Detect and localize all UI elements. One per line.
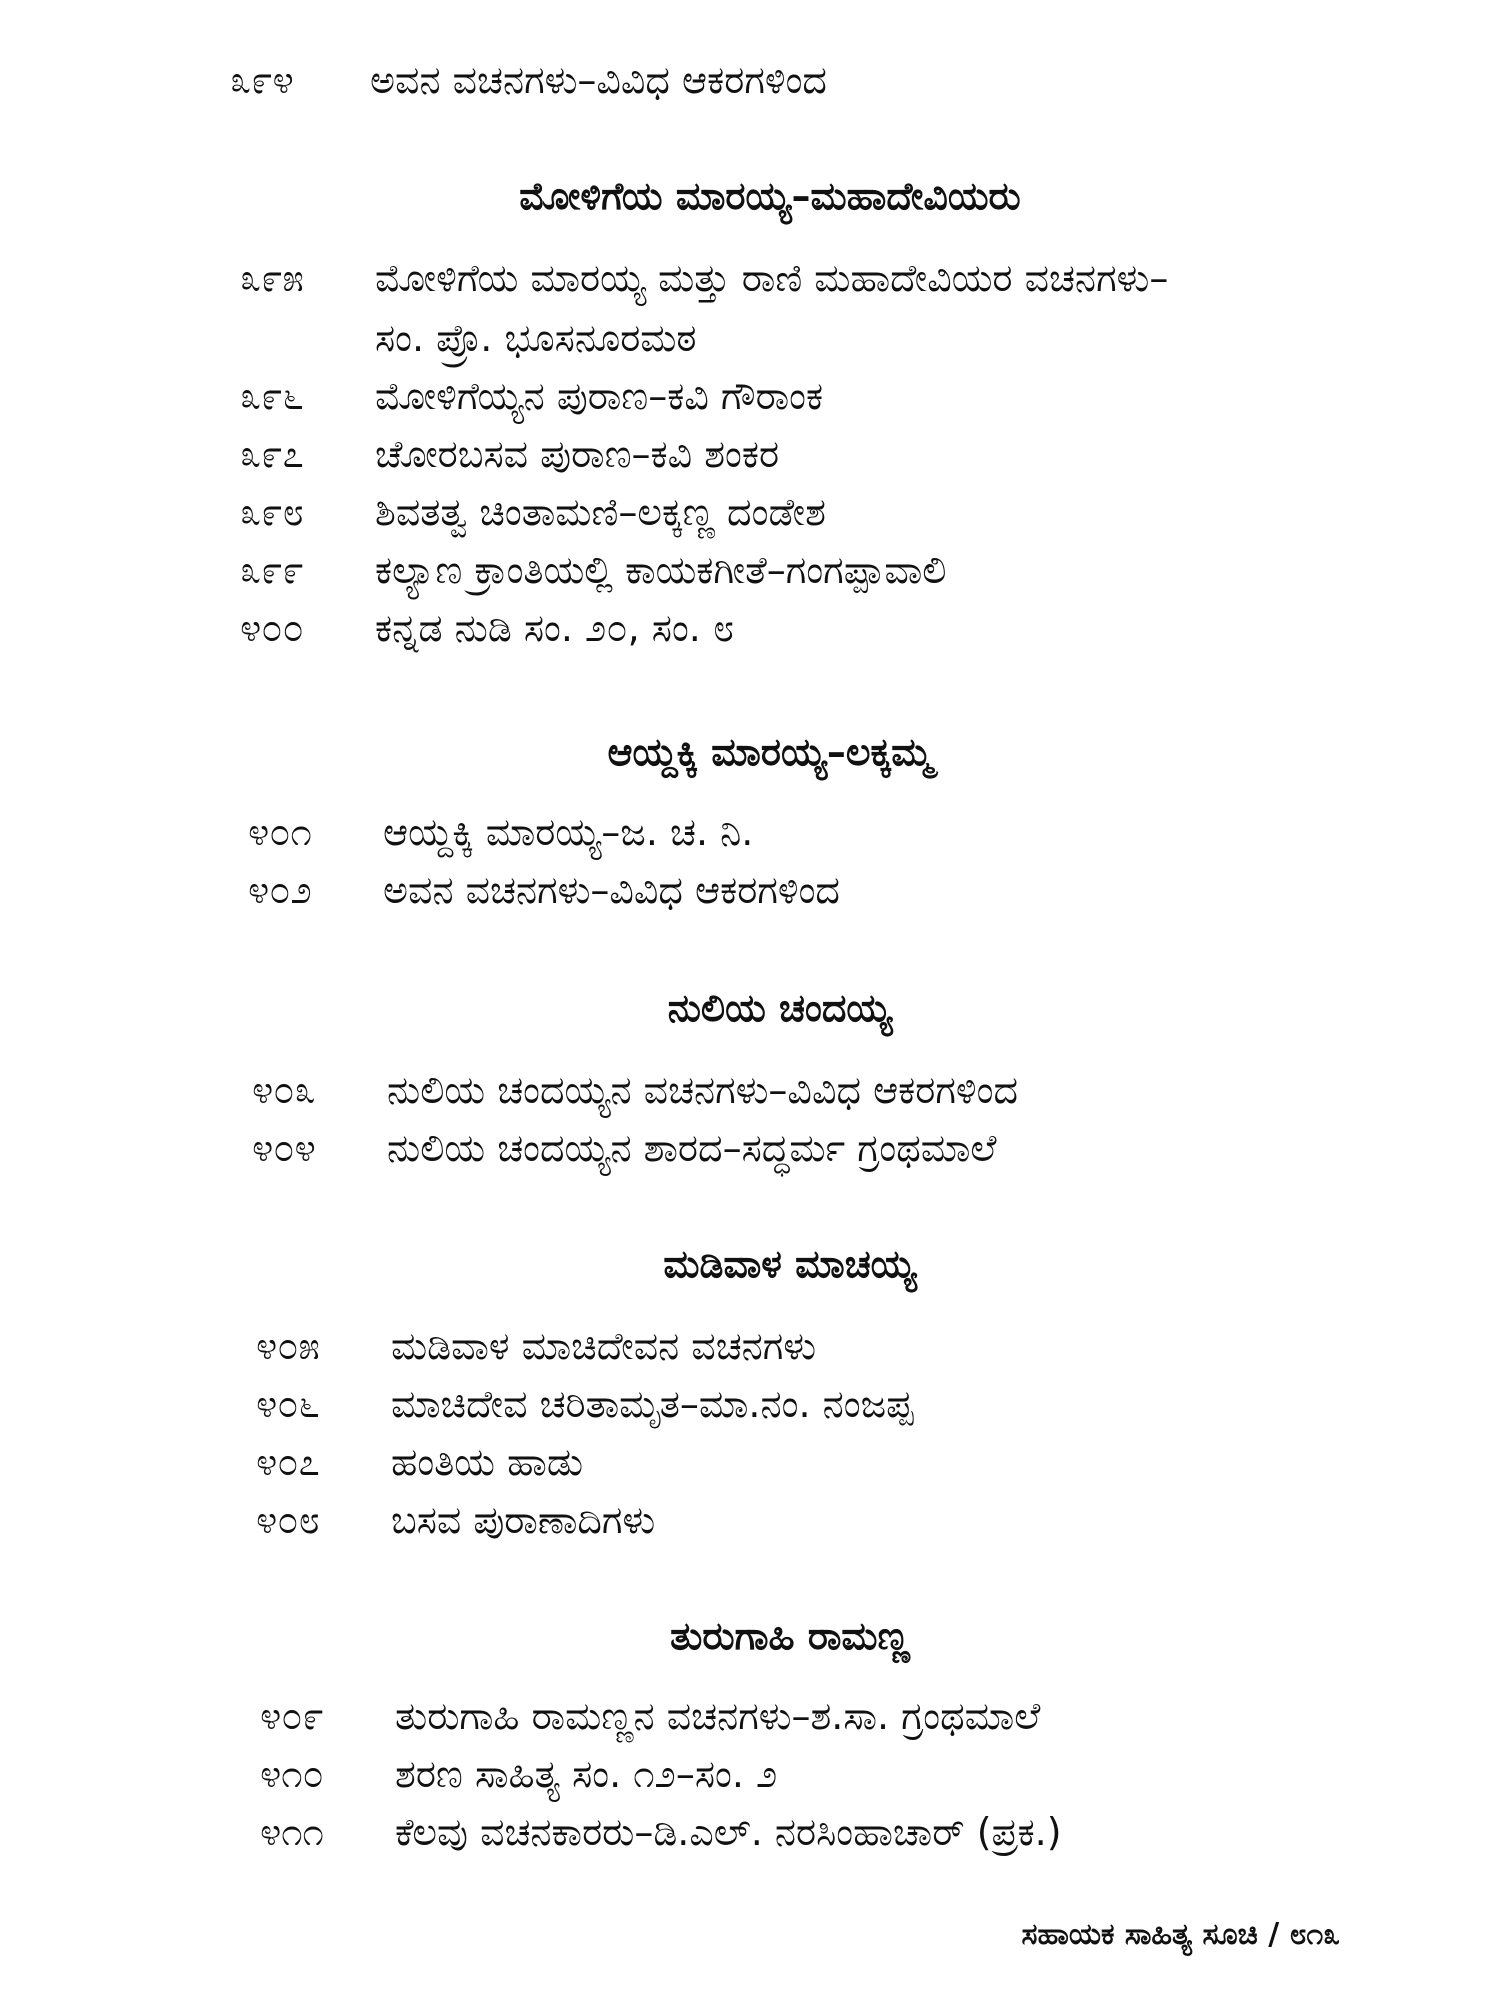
entry-number: ೪೦೨ (248, 868, 312, 912)
entry-number: ೪೧೧ (260, 1810, 324, 1854)
section-heading: ನುಲಿಯ ಚಂದಯ್ಯ (667, 986, 893, 1030)
entry-title: ಮಾಚಿದೇವ ಚರಿತಾಮೃತ–ಮಾ.ನಂ. ನಂಜಪ್ಪ (391, 1382, 914, 1426)
entry-number: ೪೦೦ (240, 606, 304, 650)
entry-title: ತುರುಗಾಹಿ ರಾಮಣ್ಣನ ವಚನಗಳು–ಶ.ಸಾ. ಗ್ರಂಥಮಾಲೆ (395, 1694, 1041, 1738)
entry-number: ೩೯೯ (240, 548, 304, 592)
entry-title: ನುಲಿಯ ಚಂದಯ್ಯನ ಶಾರದ–ಸದ್ಧರ್ಮ ಗ್ರಂಥಮಾಲೆ (387, 1126, 997, 1170)
entry-title: ಅವನ ವಚನಗಳು–ವಿವಿಧ ಆಕರಗಳಿಂದ (383, 868, 840, 912)
entry-number: ೩೯೭ (240, 432, 304, 476)
section-heading: ಮಡಿವಾಳ ಮಾಚಯ್ಯ (663, 1242, 917, 1286)
section-heading: ಆಯ್ದಕ್ಕಿ ಮಾರಯ್ಯ–ಲಕ್ಕಮ್ಮ (607, 730, 933, 774)
entry-title: ನುಲಿಯ ಚಂದಯ್ಯನ ವಚನಗಳು–ವಿವಿಧ ಆಕರಗಳಿಂದ (387, 1068, 1019, 1112)
entry-title: ಅವನ ವಚನಗಳು–ವಿವಿಧ ಆಕರಗಳಿಂದ (370, 58, 827, 102)
entry-title: ಬಸವ ಪುರಾಣಾದಿಗಳು (391, 1498, 656, 1542)
entry-number: ೪೦೪ (252, 1126, 316, 1170)
entry-number: ೪೦೬ (256, 1382, 320, 1426)
entry-title: ಮಡಿವಾಳ ಮಾಚಿದೇವನ ವಚನಗಳು (391, 1324, 817, 1368)
entry-number: ೩೯೪ (230, 58, 294, 102)
entry-title: ಚೋರಬಸವ ಪುರಾಣ–ಕವಿ ಶಂಕರ (375, 432, 780, 476)
entry-number: ೪೦೮ (256, 1498, 320, 1542)
entry-title: ಆಯ್ದಕ್ಕಿ ಮಾರಯ್ಯ–ಜ. ಚ. ನಿ. (383, 810, 754, 854)
section-heading: ತುರುಗಾಹಿ ರಾಮಣ್ಣ (670, 1614, 910, 1658)
entry-title: ಮೋಳಿಗೆಯ ಮಾರಯ್ಯ ಮತ್ತು ರಾಣಿ ಮಹಾದೇವಿಯರ ವಚನಗಳು– (375, 256, 1169, 300)
entry-title: ಕನ್ನಡ ನುಡಿ ಸಂ. ೨೦, ಸಂ. ೮ (375, 606, 735, 650)
entry-title: ಕೆಲವು ವಚನಕಾರರು–ಡಿ.ಎಲ್. ನರಸಿಂಹಾಚಾರ್ (ಪ್ರಕ.) (395, 1810, 1062, 1854)
entry-number: ೩೯೮ (240, 490, 304, 534)
entry-number: ೩೯೫ (240, 256, 304, 300)
entry-number: ೪೦೧ (248, 810, 312, 854)
entry-title: ಶರಣ ಸಾಹಿತ್ಯ ಸಂ. ೧೨–ಸಂ. ೨ (395, 1752, 778, 1796)
entry-number: ೪೦೫ (256, 1324, 320, 1368)
entry-number: ೪೦೭ (256, 1440, 320, 1484)
entry-number: ೪೦೩ (252, 1068, 316, 1112)
page-footer: ಸಹಾಯಕ ಸಾಹಿತ್ಯ ಸೂಚಿ / ೮೧೩ (1021, 1917, 1340, 1952)
entry-title: ಮೋಳಿಗೆಯ್ಯನ ಪುರಾಣ–ಕವಿ ಗೌರಾಂಕ (375, 374, 824, 418)
entry-number: ೪೧೦ (260, 1752, 324, 1796)
entry-number: ೪೦೯ (260, 1694, 324, 1738)
section-heading: ಮೋಳಿಗೆಯ ಮಾರಯ್ಯ–ಮಹಾದೇವಿಯರು (519, 174, 1021, 218)
entry-number: ೩೯೬ (240, 374, 304, 418)
entry-title-continuation: ಸಂ. ಪ್ರೊ. ಭೂಸನೂರಮಠ (375, 316, 697, 360)
entry-title: ಕಲ್ಯಾಣ ಕ್ರಾಂತಿಯಲ್ಲಿ ಕಾಯಕಗೀತೆ–ಗಂಗಪ್ಪಾವಾಲಿ (375, 548, 947, 592)
entry-title: ಶಿವತತ್ವ ಚಿಂತಾಮಣಿ–ಲಕ್ಕಣ್ಣ ದಂಡೇಶ (375, 490, 826, 534)
entry-title: ಹಂತಿಯ ಹಾಡು (391, 1440, 584, 1484)
